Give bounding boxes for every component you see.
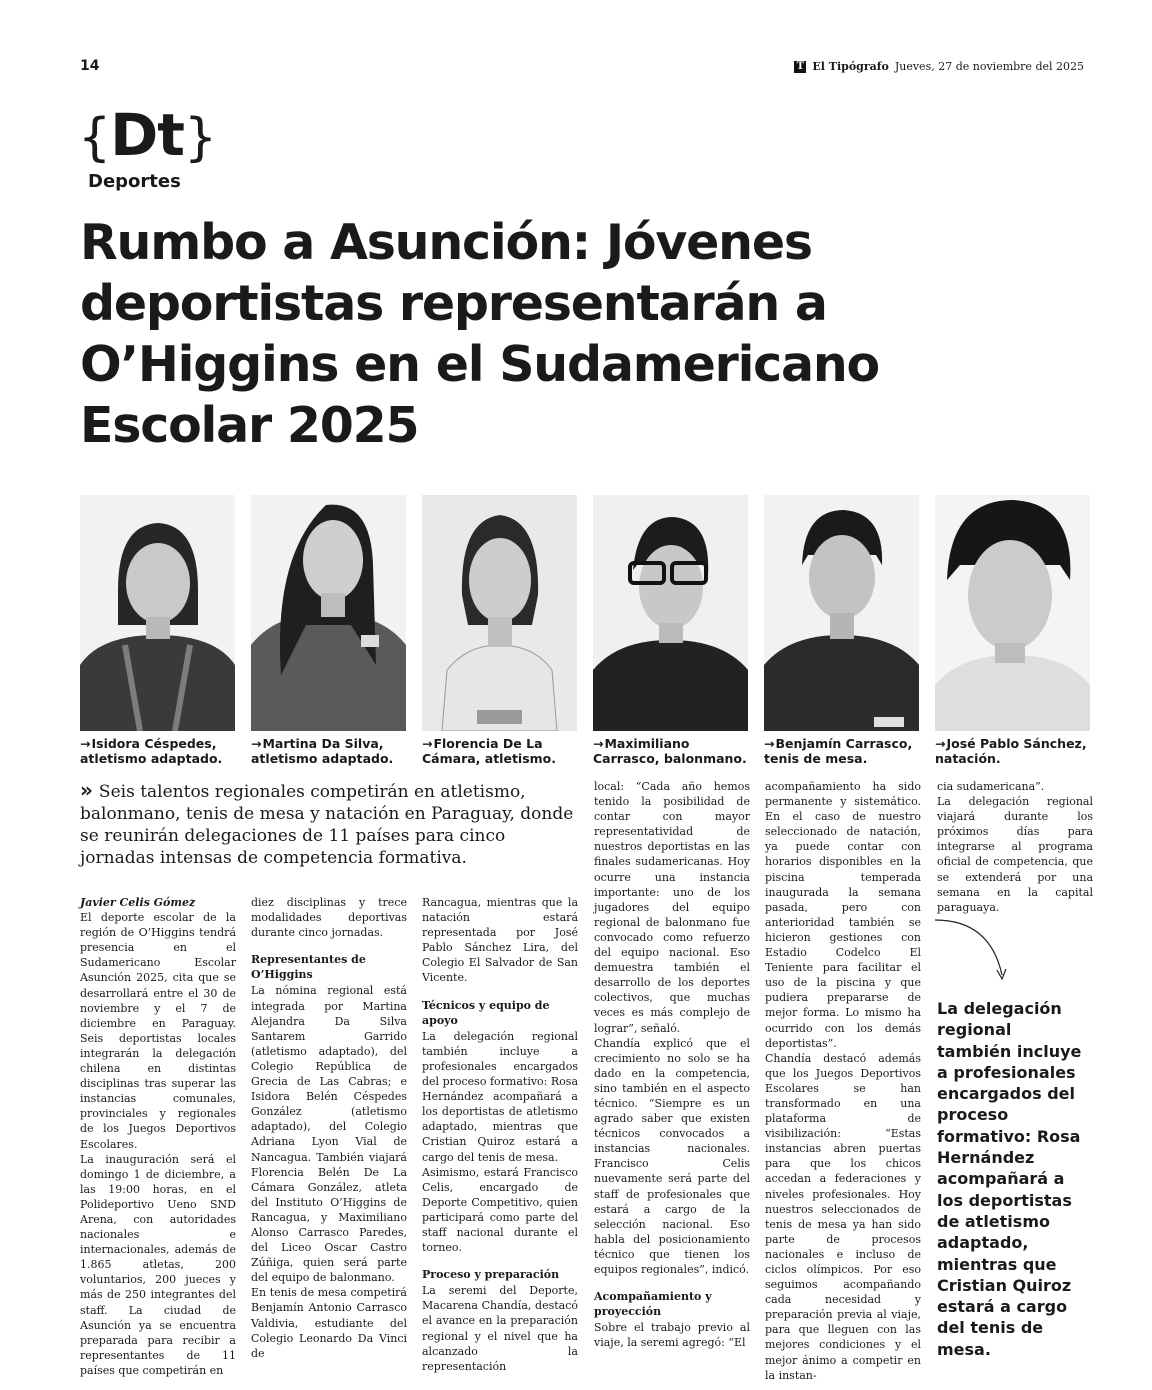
paragraph: El deporte escolar de la región de O’Higgins tendrá presencia en el Sudamericano Escolar Asunción 2025, cita que se desarrollará entre el 30 de noviembre y el 7 de diciembre en Paraguay. Seis deportistas locales integrarán la delegación chilena en distintas disciplinas tras superar las instancias comunales, provinciales y regionales de los Juegos Deportivos Escolares. [80,911,236,1151]
curved-arrow-icon [930,915,1010,985]
paragraph: cia sudamericana”. [937,780,1045,793]
paragraph: local: “Cada año hemos tenido la posibilidad de contar con mayor representatividad de nuestros deportistas en las finales sudamericanas. Hoy ocurre una instancia importante: uno de los jugadores del equipo regional de balonmano fue convocado como refuerzo del equipo nacional. Eso demuestra también el desarrollo de los deportes colectivos, que muchas veces es más complejo de lograr”, señaló. [594,780,750,1035]
paragraph: acompañamiento ha sido permanente y sistemático. En el caso de nuestro seleccionado de natación, ya puede contar con horarios disponibles en la piscina temperada inaugurada la semana pasada, pero con anterioridad también se hicieron gestiones con Estadio Codelco El Teniente para facilitar el uso de la piscina y que pudiera prepararse de mejor forma. Lo mismo ha ocurrido con los demás deportistas”. [765,780,921,1050]
athlete-card [764,495,919,766]
publication-logo-icon: T [794,61,806,73]
athlete-card [80,495,235,766]
paragraph: La delegación regional también incluye a profesionales encargados del proceso formativo: Rosa Hernández acompañará a los deportistas de atletismo adaptado, mientras que Cristian Quiroz estará a cargo del tenis de mesa. [422,1029,578,1164]
athlete-photo [251,495,406,731]
paragraph: La delegación regional viajará durante los próximos días para integrarse al programa oficial de competencia, que se extenderá por una semana en la capital paraguaya. [937,795,1093,914]
standfirst: » Seis talentos regionales competirán en atletismo, balonmano, tenis de mesa y natación en Paraguay, donde se reunirán delegaciones de 11 países para cinco jornadas intensas de competencia formativa. [80,778,574,868]
arrow-right-icon: → [593,736,604,751]
athlete-caption: →Florencia De La Cámara, atletismo. [422,736,557,766]
athlete-photo [422,495,577,731]
athlete-photo [80,495,235,731]
arrow-right-icon: → [935,736,946,751]
paragraph: Asimismo, estará Francisco Celis, encargado de Deporte Competitivo, quien participará como parte del staff nacional durante el torneo. [422,1165,578,1255]
paragraph: La seremi del Deporte, Macarena Chandía, destacó el avance en la preparación regional y el nivel que ha alcanzado la representación [422,1284,578,1373]
subheading: Representantes de O’Higgins [251,953,366,982]
section-mark: {Dt} [78,101,217,169]
athlete-photo [935,495,1090,731]
athlete-caption: →Isidora Céspedes, atletismo adaptado. [80,736,223,766]
athlete-card [935,495,1090,766]
publication-name: El Tipógrafo [812,60,889,73]
paragraph: Rancagua, mientras que la natación estará representada por José Pablo Sánchez Lira, del Colegio El Salvador de San Vicente. [422,896,578,985]
arrow-right-icon: → [422,736,433,751]
athlete-card [422,495,577,766]
athlete-photo-strip [80,495,1092,766]
athlete-caption: →Maximiliano Carrasco, balonmano. [593,736,747,766]
paragraph: La nómina regional está integrada por Martina Alejandra Da Silva Santarem Garrido (atletismo adaptado), del Colegio República de Grecia de Las Cabras; e Isidora Belén Céspedes González (atletismo adaptado), del Colegio Adriana Lyon Vial de Nancagua. También viajará Florencia Belén De La Cámara González, atleta del Instituto O’Higgins de Rancagua, y Maximiliano Alonso Carrasco Paredes, del Liceo Oscar Castro Zúñiga, quien será parte del equipo de balonmano. [251,984,407,1285]
article-column-4 [594,779,750,1350]
paragraph: diez disciplinas y trece modalidades deportivas durante cinco jornadas. [251,896,407,940]
headline: Rumbo a Asunción: Jóvenes deportistas representarán a O’Higgins en el Sudamericano Escolar 2025 [80,214,880,454]
masthead [794,60,1084,73]
subheading: Proceso y preparación [422,1268,560,1282]
paragraph: Sobre el trabajo previo al viaje, la seremi agregó: “El [594,1321,750,1350]
arrow-right-icon: → [251,736,262,751]
quote-marker-icon: » [80,778,93,802]
paragraph: En tenis de mesa competirá Benjamín Antonio Carrasco Valdivia, estudiante del Colegio Leonardo Da Vinci de [251,1286,407,1360]
athlete-photo [764,495,919,731]
athlete-caption: →Benjamín Carrasco, tenis de mesa. [764,736,913,766]
publication-date: Jueves, 27 de noviembre del 2025 [894,60,1084,73]
byline: Javier Celis Gómez [80,896,196,909]
athlete-caption: →José Pablo Sánchez, natación. [935,736,1087,766]
subheading: Técnicos y equipo de apoyo [422,998,550,1027]
paragraph: La inauguración será el domingo 1 de diciembre, a las 19:00 horas, en el Polideportivo Ueno SND Arena, con autoridades nacionales e internacionales, además de 1.865 atletas, 200 voluntarios, 200 jueces y más de 250 integrantes del staff. La ciudad de Asunción ya se encuentra preparada para recibir a representantes de 11 países que competirán en [80,1152,236,1377]
pull-quote: La delegación regional también incluye a profesionales encargados del proceso formativo: Rosa Hernández acompañará a los deportistas de atletismo adaptado, mientras que Cristian Quiroz estará a cargo del tenis de mesa. [937,999,1082,1359]
article-column-2 [251,895,407,1361]
athlete-card [593,495,748,766]
arrow-right-icon: → [764,736,775,751]
article-column-6 [937,779,1093,915]
article-column-5 [765,779,921,1383]
section-label: Deportes [88,171,181,192]
article-column-1 [80,895,236,1378]
section-logo [78,100,217,192]
arrow-right-icon: → [80,736,91,751]
athlete-card [251,495,406,766]
article-column-3 [422,895,578,1374]
athlete-caption: →Martina Da Silva, atletismo adaptado. [251,736,394,766]
page-number: 14 [80,58,100,74]
paragraph: Chandía destacó además que los Juegos Deportivos Escolares se han transformado en una plataforma de visibilización: “Estas instancias abren puertas para que los chicos accedan a federaciones y niveles profesionales. Hoy nuestros seleccionados de tenis de mesa ya han sido parte de procesos nacionales e incluso de ciclos olímpicos. Por eso seguimos acompañando cada necesidad y preparación previa al viaje, para que lleguen con las mejores condiciones y el mejor ánimo a competir en la instan- [765,1051,921,1382]
paragraph: Chandía explicó que el crecimiento no solo se ha dado en la competencia, sino también en el aspecto técnico. “Siempre es un agrado saber que existen técnicos convocados a instancias nacionales. Francisco Celis nuevamente será parte del staff de profesionales que estará a cargo de la selección nacional. Eso habla del posicionamiento técnico que tienen los equipos regionales”, indicó. [594,1036,750,1276]
subheading: Acompañamiento y proyección [594,1290,712,1319]
athlete-photo [593,495,748,731]
